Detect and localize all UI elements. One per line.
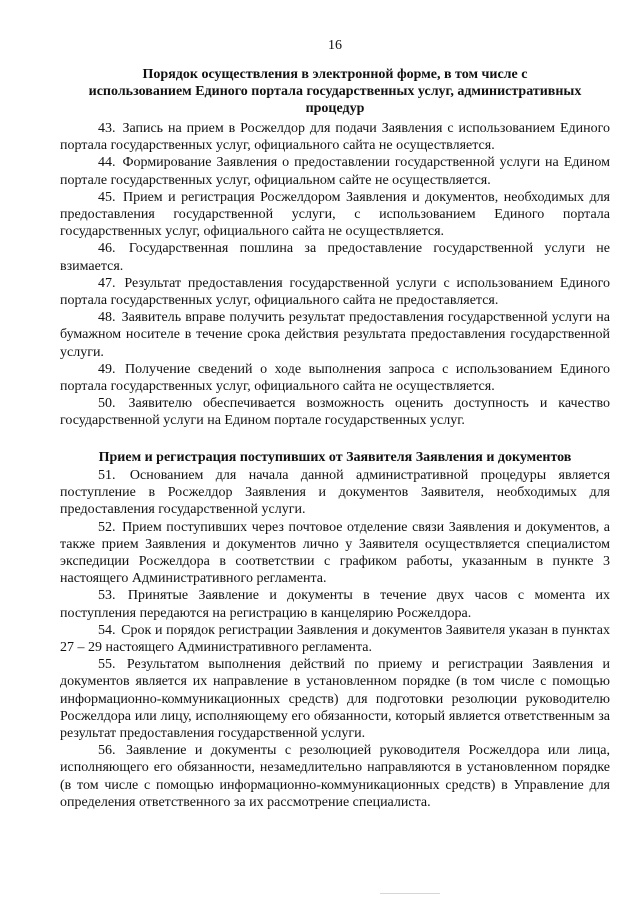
page-number: 16 [328, 38, 342, 53]
paragraph-50 [60, 395, 610, 429]
paragraph-49 [60, 361, 610, 395]
heading-line: Порядок осуществления в электронной форме, в том числе с [142, 67, 528, 82]
scan-artifact [380, 893, 440, 894]
paragraph-text: Формирование Заявления о предоставлении государственной услуги на Едином портале государственных услуг, официальном сайте не осуществляется. [60, 155, 610, 188]
paragraph-number: 43. [98, 121, 116, 136]
paragraph-number: 49. [98, 361, 116, 377]
section-heading-electronic-procedures [60, 66, 610, 117]
paragraph-56 [60, 742, 610, 811]
paragraph-number: 44. [98, 155, 116, 171]
paragraph-text: Срок и порядок регистрации Заявления и документов Заявителя указан в пунктах 27 – 29 настоящего Административного регламента. [60, 622, 610, 656]
paragraph-text: Запись на прием в Росжелдор для подачи Заявления с использованием Единого портала государственных услуг, официального сайта не осуществляется. [60, 121, 610, 154]
paragraph-53 [60, 587, 610, 621]
paragraph-text: Получение сведений о ходе выполнения запроса с использованием Единого портала государственных услуг, официального сайта не осуществляется. [60, 361, 610, 395]
paragraph-text: Принятые Заявление и документы в течение двух часов с момента их поступления передаются на регистрацию в канцелярию Росжелдора. [60, 588, 611, 621]
paragraph-43 [60, 120, 610, 154]
paragraph-number: 48. [98, 310, 116, 326]
document-page [60, 0, 610, 905]
paragraph-44 [60, 154, 610, 188]
heading-line: использованием Единого портала государственных услуг, административных [88, 84, 582, 99]
paragraph-number: 54. [98, 622, 116, 638]
paragraph-number: 47. [98, 275, 116, 291]
paragraph-text: Прием и регистрация Росжелдором Заявления и документов, необходимых для предоставления государственной услуги, с использованием Единого портала государственных услуг, официального сайта не осуществляется. [60, 189, 611, 240]
paragraph-text: Результат предоставления государственной услуги с использованием Единого портала государственных услуг, официального сайта не предоставляется. [60, 275, 610, 309]
paragraph-number: 45. [98, 189, 116, 205]
heading-line: процедур [305, 101, 365, 116]
paragraph-text: Основанием для начала данной административной процедуры является поступление в Росжелдор Заявления и документов Заявителя, необходимых для предоставления государственной услуги. [60, 468, 611, 518]
paragraph-number: 53. [98, 588, 116, 604]
section-body-electronic-procedures [60, 120, 610, 430]
paragraph-number: 46. [98, 241, 116, 257]
paragraph-54 [60, 622, 610, 656]
paragraph-48 [60, 309, 610, 361]
paragraph-number: 50. [98, 396, 116, 412]
paragraph-45 [60, 189, 610, 241]
paragraph-47 [60, 275, 610, 309]
paragraph-text: Заявление и документы с резолюцией руководителя Росжелдора или лица, исполняющего его обязанности, незамедлительно направляются в установленном порядке (в том числе с помощью информационно-коммуникационных средств) в Управление для определения ответственного за их рассмотрение специалиста. [60, 743, 611, 810]
paragraph-text: Прием поступивших через почтовое отделение связи Заявления и документов, а также прием Заявления и документов лично у Заявителя осуществляется специалистом экспедиции Росжелдора в соответствии с графиком работы, указанным в пункте 3 настоящего Административного регламента. [60, 519, 610, 587]
paragraph-number: 51. [98, 468, 116, 483]
paragraph-text: Государственная пошлина за предоставление государственной услуги не взимается. [60, 241, 611, 274]
section-heading-registration: Прием и регистрация поступивших от Заявителя Заявления и документов [98, 450, 572, 465]
paragraph-51 [60, 467, 610, 519]
paragraph-number: 55. [98, 657, 116, 673]
paragraph-46 [60, 240, 610, 274]
paragraph-text: Заявитель вправе получить результат предоставления государственной услуги на бумажном носителе в течение срока действия результата предоставления государственной услуги. [60, 310, 610, 360]
paragraph-text: Заявителю обеспечивается возможность оценить доступность и качество государственной услуги на Едином портале государственных услуг. [60, 396, 611, 429]
paragraph-number: 56. [98, 743, 116, 759]
paragraph-52 [60, 519, 610, 588]
paragraph-number: 52. [98, 519, 116, 535]
paragraph-55 [60, 656, 610, 742]
paragraph-text: Результатом выполнения действий по приему и регистрации Заявления и документов является их направление в установленном порядке (в том числе с помощью информационно-коммуникационных средств) для подготовки резолюции руководителю Росжелдора или лицу, исполняющему его обязанности, который является ответственным за результат предоставления государственной услуги. [60, 657, 611, 742]
section-body-registration [60, 467, 610, 811]
